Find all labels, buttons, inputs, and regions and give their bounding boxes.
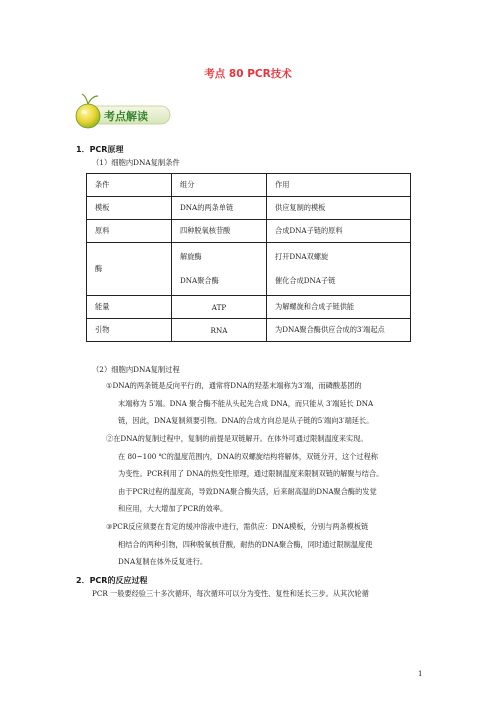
text-line: 由于PCR过程的温度高，导致DNA聚合酶失活，后来耐高温的DNA聚合酶的发觉 (118, 486, 377, 496)
table-cell: 四种脱氧核苷酸 (172, 220, 267, 243)
table-cell: ATP (172, 296, 267, 319)
text-line: 在 80~100 ℃的温度范围内，DNA的双螺旋结构将解体，双链分开，这个过程称 (118, 451, 378, 461)
table-cell: 为解螺旋和合成子链供能 (267, 296, 411, 319)
page-title: 考点 80 PCR技术 (204, 68, 292, 80)
table-cell-line: DNA聚合酶 (180, 276, 219, 285)
section2-paragraph (92, 585, 428, 603)
text-line: 末端称为 5′端。DNA 聚合酶不能从头起先合成 DNA，而只能从 3′端延长 DNA (118, 398, 374, 408)
section2-heading: 2．PCR的反应过程 (76, 576, 148, 585)
table-cell-line: 打开DNA双螺旋 (275, 252, 329, 261)
badge-label: 考点解读 (104, 110, 148, 123)
table-row (87, 243, 411, 296)
table-header: 条件 (87, 174, 172, 197)
text-line: 链，因此，DNA复制须要引物。DNA的合成方向总是从子链的5′端向3′端延长。 (118, 416, 374, 425)
table-header: 作用 (267, 174, 411, 197)
page-number: 1 (418, 670, 423, 678)
badge-logo (72, 92, 172, 132)
table-cell: 引物 (87, 319, 172, 342)
text-line: DNA复制在体外反复进行。 (118, 557, 208, 566)
table-row (87, 197, 411, 220)
table-cell (267, 243, 411, 296)
paragraph-3 (106, 518, 428, 571)
section1-sub1: （1）细胞内DNA复制条件 (92, 158, 180, 167)
text-line: 和应用，大大增加了PCR的效率。 (118, 504, 228, 513)
table-cell: 模板 (87, 197, 172, 220)
table-cell (172, 243, 267, 296)
table-cell-line: 催化合成DNA子链 (275, 276, 336, 285)
text-line: ③PCR反应须要在肯定的缓冲溶液中进行，需供应：DNA模板，分别与两条模板链 (106, 522, 369, 531)
table-cell: DNA的两条单链 (172, 197, 267, 220)
table-cell: 酶 (87, 243, 172, 296)
section1-sub2: （2）细胞内DNA复制过程 (92, 365, 180, 374)
table-cell: 为DNA聚合酶供应合成的3′端起点 (267, 319, 411, 342)
table-cell: 原料 (87, 220, 172, 243)
text-line: PCR 一般要经验三十多次循环，每次循环可以分为变性、复性和延长三步。从其次轮循 (92, 589, 369, 598)
table-header: 组分 (172, 174, 267, 197)
text-line: ②在DNA的复制过程中，复制的前提是双链解开。在体外可通过限制温度来实现。 (106, 434, 368, 443)
text-line: 相结合的两种引物，四种脱氧核苷酸，耐热的DNA聚合酶，同时通过限制温度使 (118, 539, 373, 549)
table-row (87, 296, 411, 319)
section1-heading: 1．PCR原理 (76, 145, 124, 154)
paragraph-1 (106, 377, 428, 430)
text-line: ①DNA的两条链是反向平行的，通常将DNA的羟基末端称为3′端，而磷酸基团的 (106, 381, 362, 390)
table-cell: RNA (172, 319, 267, 342)
paragraph-2 (106, 430, 428, 518)
table-header-row (87, 174, 411, 197)
conditions-table (86, 173, 411, 342)
table-cell-line: 解旋酶 (180, 252, 202, 261)
text-line: 为变性。PCR利用了 DNA的热变性原理，通过限制温度来限制双链的解聚与结合。 (118, 469, 384, 478)
table-cell: 供应复制的模板 (267, 197, 411, 220)
table-row (87, 220, 411, 243)
table-cell: 能量 (87, 296, 172, 319)
table-cell: 合成DNA子链的原料 (267, 220, 411, 243)
table-row (87, 319, 411, 342)
